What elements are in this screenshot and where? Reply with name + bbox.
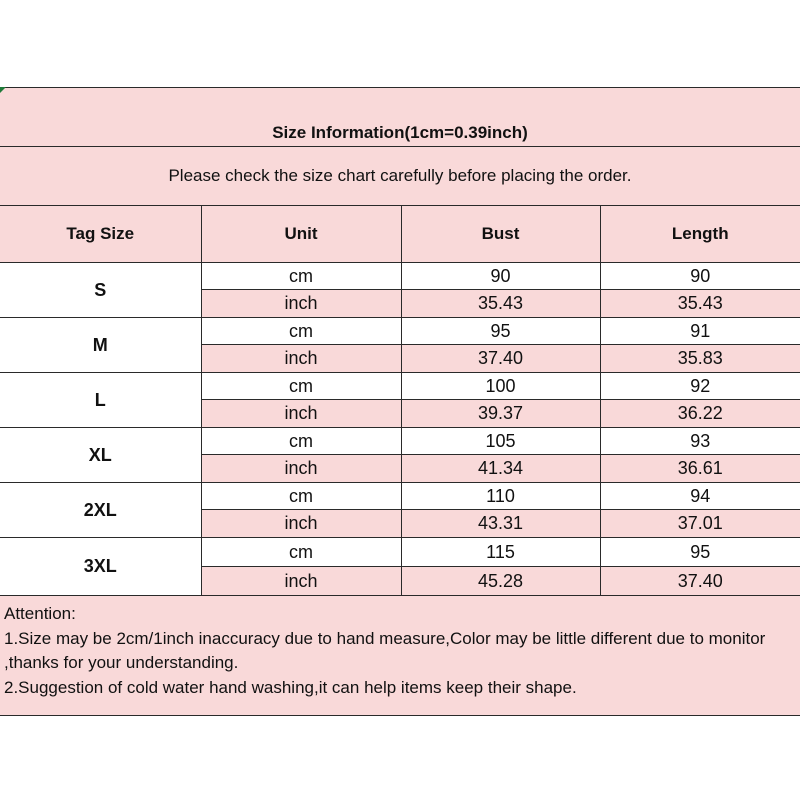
- table-row: [0, 428, 800, 455]
- table-row: [0, 318, 800, 345]
- header-row: [0, 205, 800, 263]
- attention-note-1: 1.Size may be 2cm/1inch inaccuracy due to hand measure,Color may be little different due to monitor ,thanks for your understanding.: [4, 628, 766, 672]
- bust-cell-inch: 39.37: [401, 400, 600, 428]
- bust-cell-cm: 115: [401, 538, 600, 567]
- table-row: [0, 263, 800, 290]
- bust-cell-cm: 95: [401, 318, 600, 345]
- table-row: [0, 538, 800, 567]
- unit-cell-inch: inch: [201, 510, 401, 538]
- corner-mark: [0, 87, 6, 93]
- tag-size-cell: M: [0, 318, 201, 373]
- tag-size-cell: 3XL: [0, 538, 201, 596]
- bust-cell-cm: 90: [401, 263, 600, 290]
- tag-size-cell: XL: [0, 428, 201, 483]
- length-cell-inch: 37.01: [600, 510, 800, 538]
- length-cell-cm: 95: [600, 538, 800, 567]
- bust-cell-inch: 41.34: [401, 455, 600, 483]
- length-cell-inch: 37.40: [600, 567, 800, 596]
- unit-cell-cm: cm: [201, 263, 401, 290]
- order-notice: Please check the size chart carefully before placing the order.: [0, 147, 800, 206]
- unit-cell-cm: cm: [201, 428, 401, 455]
- length-cell-inch: 36.22: [600, 400, 800, 428]
- bust-cell-inch: 35.43: [401, 290, 600, 318]
- bust-cell-inch: 43.31: [401, 510, 600, 538]
- bust-cell-inch: 37.40: [401, 345, 600, 373]
- unit-cell-inch: inch: [201, 567, 401, 596]
- attention-notes: [0, 598, 800, 704]
- attention-note-2: 2.Suggestion of cold water hand washing,it can help items keep their shape.: [4, 677, 577, 697]
- size-chart: [0, 87, 800, 716]
- table-row: [0, 373, 800, 400]
- length-cell-cm: 90: [600, 263, 800, 290]
- unit-cell-cm: cm: [201, 373, 401, 400]
- bust-cell-cm: 110: [401, 483, 600, 510]
- length-cell-cm: 91: [600, 318, 800, 345]
- length-cell-cm: 92: [600, 373, 800, 400]
- header-length: Length: [600, 205, 800, 263]
- length-cell-inch: 36.61: [600, 455, 800, 483]
- header-bust: Bust: [401, 205, 600, 263]
- unit-cell-cm: cm: [201, 318, 401, 345]
- table-row: [0, 483, 800, 510]
- length-cell-inch: 35.83: [600, 345, 800, 373]
- header-unit: Unit: [201, 205, 401, 263]
- chart-title: Size Information(1cm=0.39inch): [0, 88, 800, 147]
- unit-cell-inch: inch: [201, 455, 401, 483]
- tag-size-cell: S: [0, 263, 201, 318]
- tag-size-cell: 2XL: [0, 483, 201, 538]
- unit-cell-cm: cm: [201, 538, 401, 567]
- bust-cell-cm: 100: [401, 373, 600, 400]
- tag-size-cell: L: [0, 373, 201, 428]
- unit-cell-cm: cm: [201, 483, 401, 510]
- unit-cell-inch: inch: [201, 400, 401, 428]
- unit-cell-inch: inch: [201, 345, 401, 373]
- length-cell-cm: 93: [600, 428, 800, 455]
- bust-cell-inch: 45.28: [401, 567, 600, 596]
- attention-heading: Attention:: [4, 604, 76, 623]
- length-cell-cm: 94: [600, 483, 800, 510]
- size-table: [0, 205, 800, 596]
- unit-cell-inch: inch: [201, 290, 401, 318]
- header-tag-size: Tag Size: [0, 205, 201, 263]
- bust-cell-cm: 105: [401, 428, 600, 455]
- length-cell-inch: 35.43: [600, 290, 800, 318]
